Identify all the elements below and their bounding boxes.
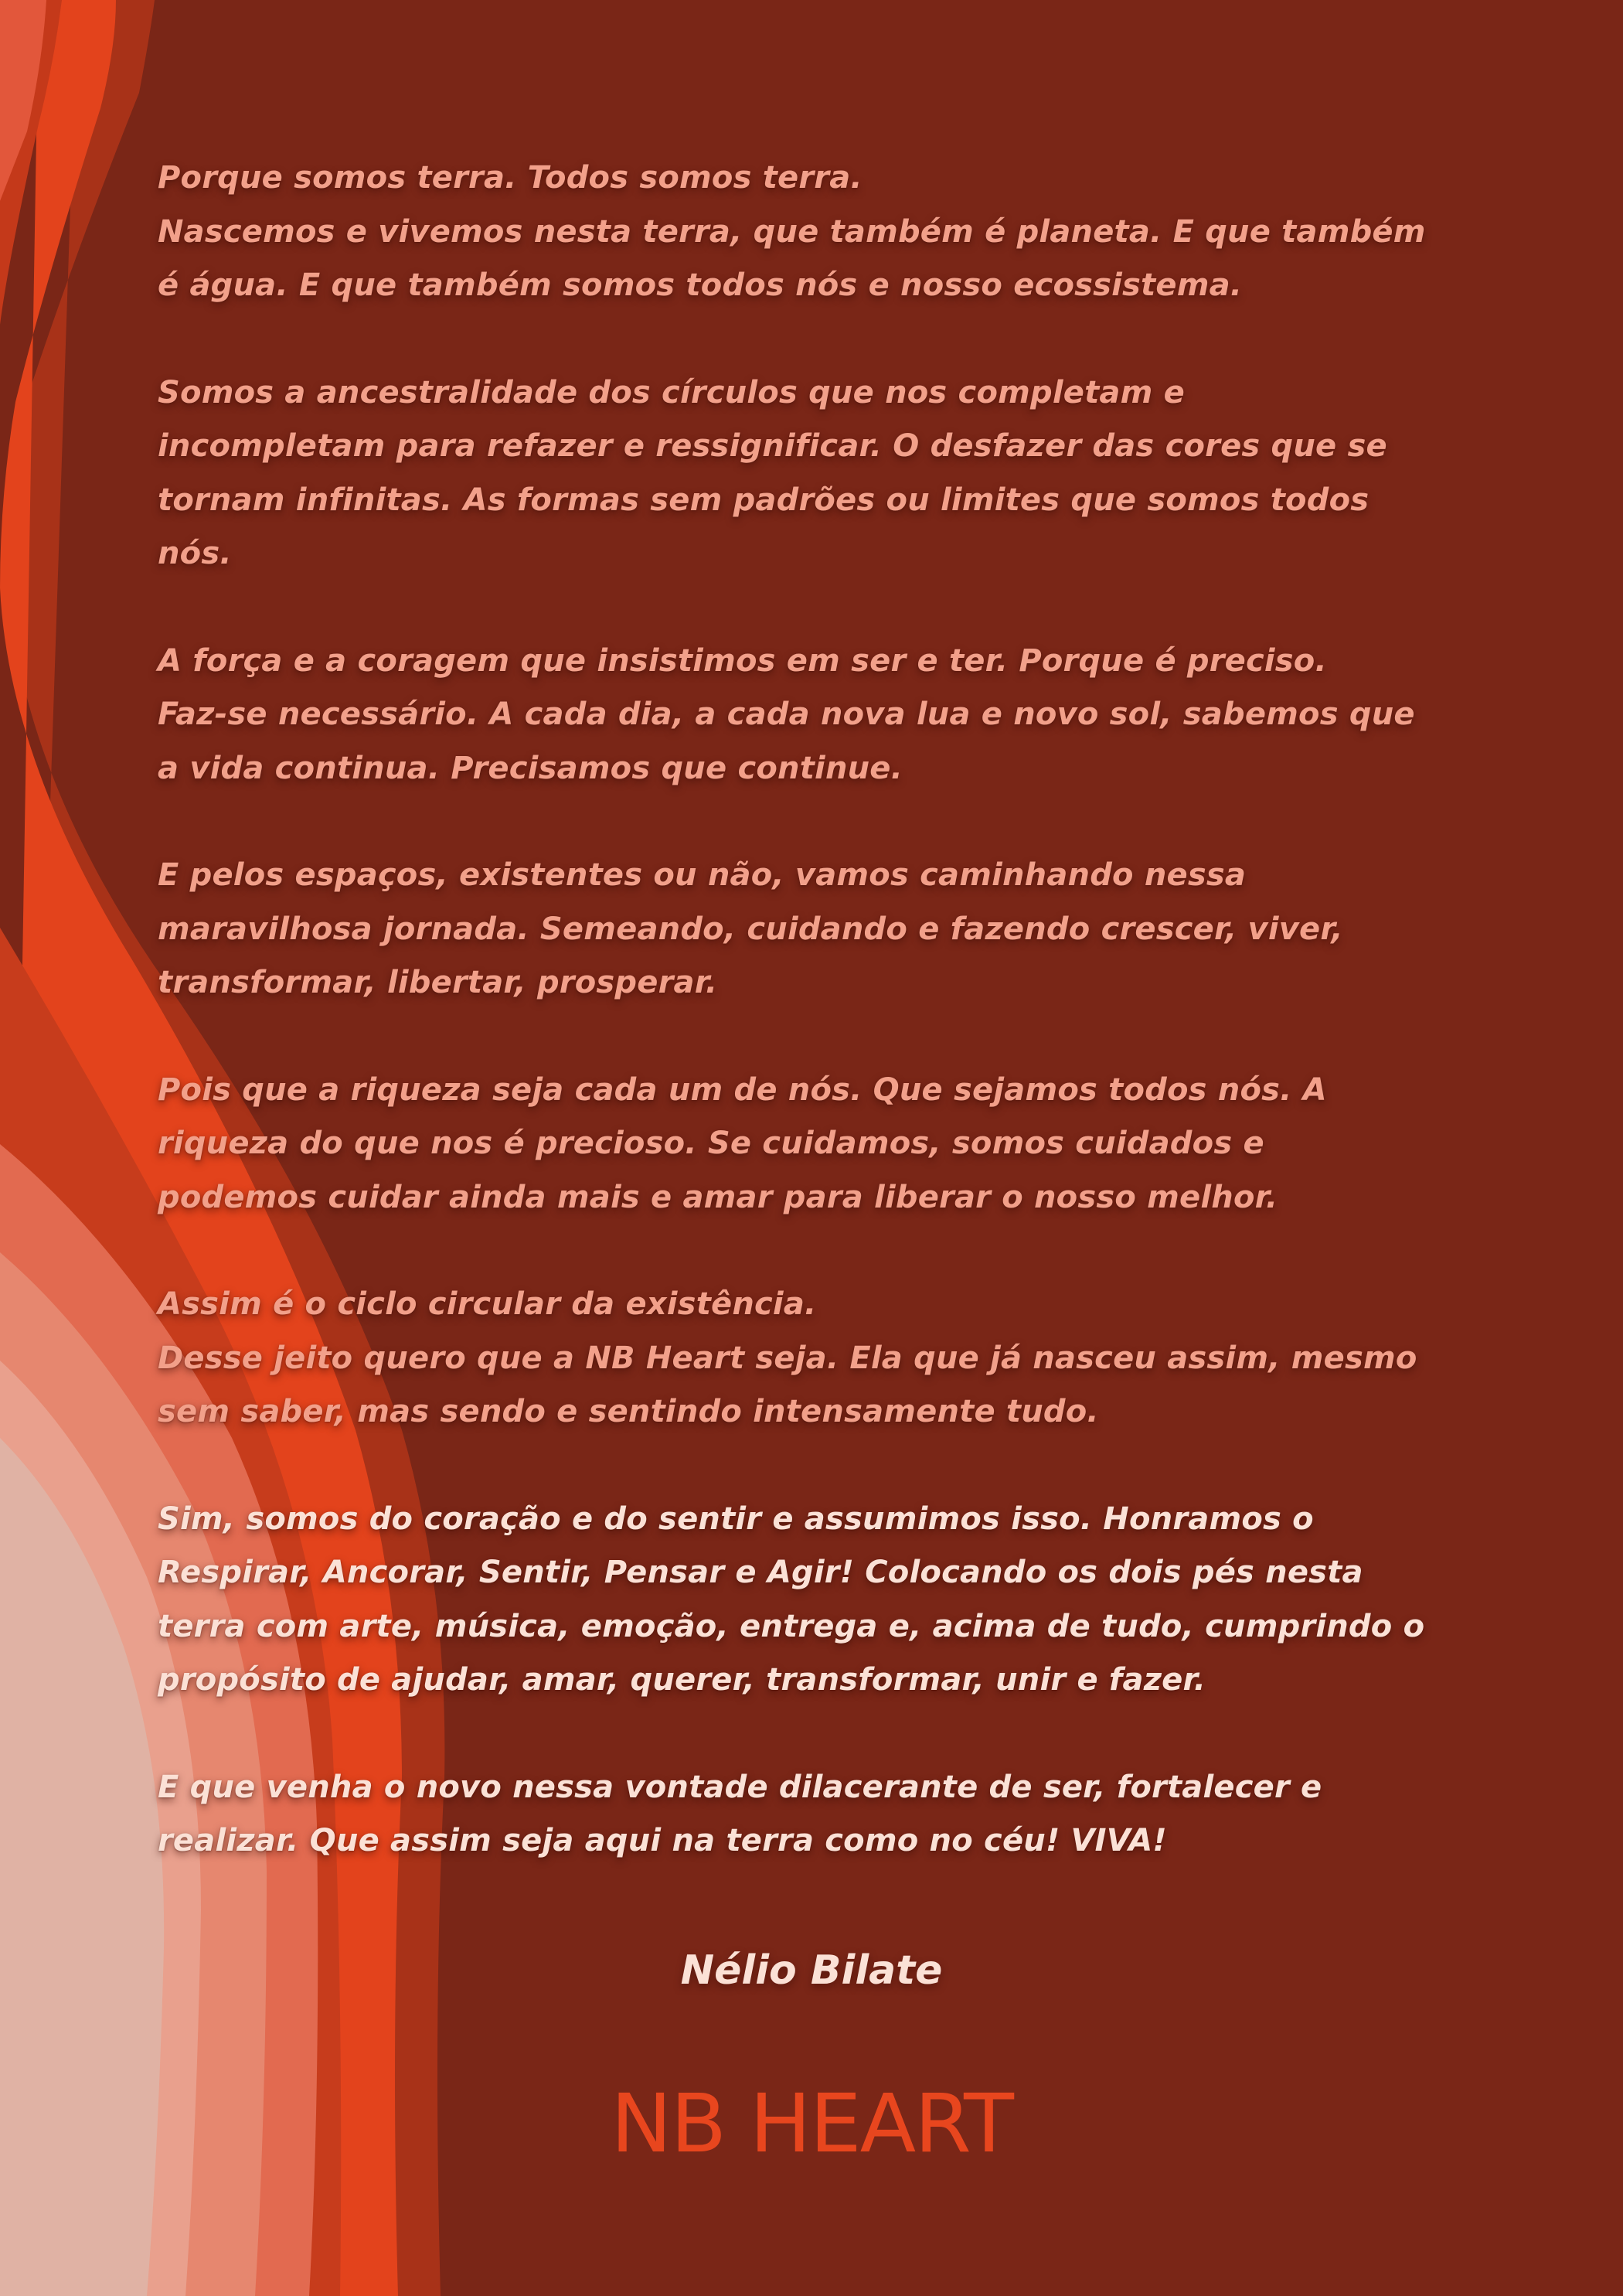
author-signature: Nélio Bilate bbox=[680, 1947, 943, 1994]
paragraph-line: Pois que a riqueza seja cada um de nós. Que sejamos todos nós. A bbox=[158, 1071, 1327, 1108]
paragraph-line: propósito de ajudar, amar, querer, transformar, unir e fazer. bbox=[158, 1662, 1206, 1698]
manifesto-paragraph bbox=[158, 1761, 1502, 1868]
paragraph-line: Assim é o ciclo circular da existência. bbox=[158, 1286, 817, 1322]
paragraph-line: A força e a coragem que insistimos em ser e ter. Porque é preciso. bbox=[158, 642, 1327, 679]
paragraph-line: Faz-se necessário. A cada dia, a cada nova lua e novo sol, sabemos que bbox=[158, 697, 1415, 732]
paragraph-line: Nascemos e vivemos nesta terra, que também é planeta. E que também bbox=[158, 213, 1426, 250]
paragraph-line: podemos cuidar ainda mais e amar para liberar o nosso melhor. bbox=[158, 1179, 1278, 1215]
manifesto-paragraph bbox=[158, 1493, 1502, 1708]
paragraph-line: Porque somos terra. Todos somos terra. bbox=[158, 160, 863, 196]
manifesto-text bbox=[158, 152, 1502, 1922]
manifesto-paragraph bbox=[158, 1278, 1502, 1439]
paragraph-line: terra com arte, música, emoção, entrega e, acima de tudo, cumprindo o bbox=[158, 1608, 1425, 1644]
manifesto-paragraph bbox=[158, 635, 1502, 796]
paragraph-line: Somos a ancestralidade dos círculos que nos completam e bbox=[158, 374, 1185, 410]
paragraph-line: E pelos espaços, existentes ou não, vamos caminhando nessa bbox=[158, 857, 1247, 893]
paragraph-line: Desse jeito quero que a NB Heart seja. Ela que já nasceu assim, mesmo bbox=[158, 1340, 1417, 1376]
paragraph-line: tornam infinitas. As formas sem padrões ou limites que somos todos bbox=[158, 482, 1370, 518]
paragraph-line: incompletam para refazer e ressignificar. O desfazer das cores que se bbox=[158, 428, 1387, 464]
paragraph-line: a vida continua. Precisamos que continue. bbox=[158, 750, 903, 786]
paragraph-line: realizar. Que assim seja aqui na terra como no céu! VIVA! bbox=[158, 1823, 1167, 1858]
paragraph-line: Sim, somos do coração e do sentir e assumimos isso. Honramos o bbox=[158, 1501, 1314, 1537]
manifesto-paragraph bbox=[158, 1064, 1502, 1225]
manifesto-paragraph bbox=[158, 152, 1502, 313]
paragraph-line: Respirar, Ancorar, Sentir, Pensar e Agir! Colocando os dois pés nesta bbox=[158, 1555, 1363, 1590]
manifesto-paragraph bbox=[158, 849, 1502, 1010]
paragraph-line: riqueza do que nos é precioso. Se cuidamos, somos cuidados e bbox=[158, 1126, 1264, 1161]
paragraph-line: maravilhosa jornada. Semeando, cuidando e fazendo crescer, viver, bbox=[158, 911, 1343, 947]
paragraph-line: é água. E que também somos todos nós e nosso ecossistema. bbox=[158, 267, 1243, 303]
paragraph-line: nós. bbox=[158, 536, 232, 571]
nb-heart-logo: NB HEART bbox=[611, 2076, 1012, 2171]
manifesto-paragraph bbox=[158, 366, 1502, 581]
paragraph-line: transformar, libertar, prosperar. bbox=[158, 965, 718, 1000]
paragraph-line: E que venha o novo nessa vontade dilacerante de ser, fortalecer e bbox=[158, 1769, 1322, 1805]
paragraph-line: sem saber, mas sendo e sentindo intensamente tudo. bbox=[158, 1394, 1099, 1429]
